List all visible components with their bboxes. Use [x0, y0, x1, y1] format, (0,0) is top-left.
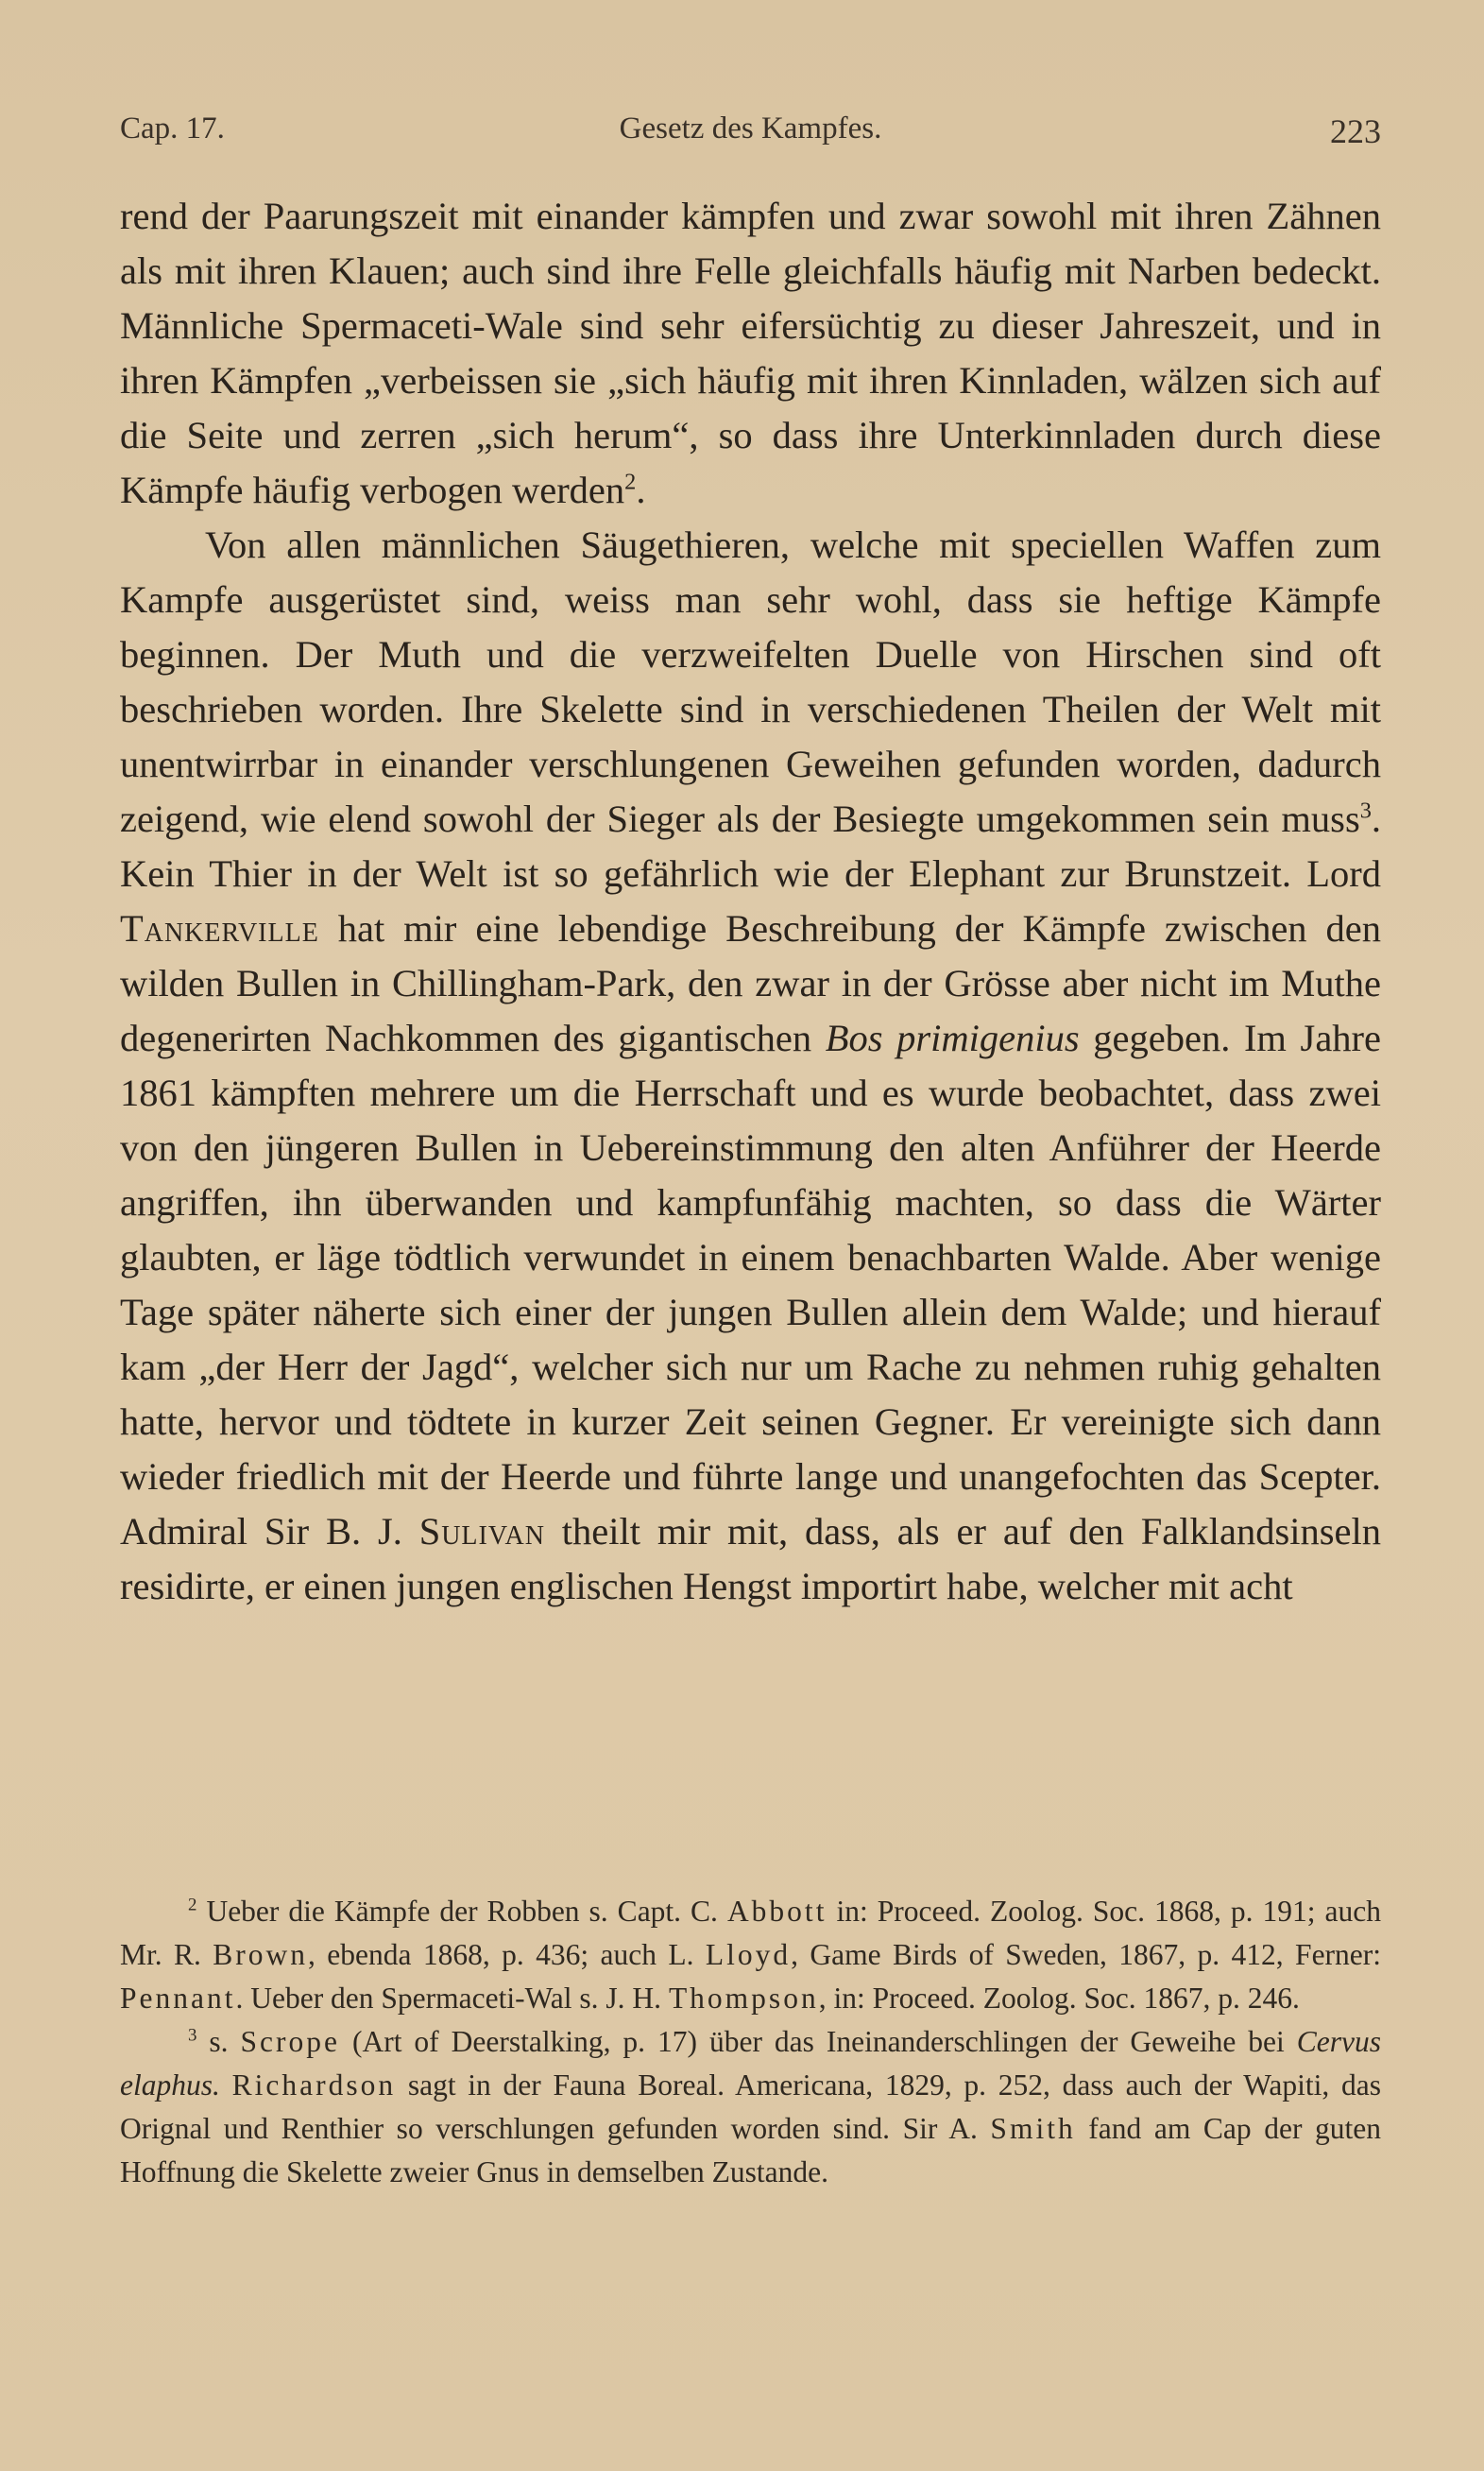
species-bos-primigenius: Bos primigenius	[825, 1017, 1080, 1059]
footnote-3-text-d: fand am Cap der guten Hoffnung die Skelette zweier Gnus in demselben Zustande.	[120, 2112, 1382, 2188]
footnote-ref-3: 3	[1359, 798, 1372, 824]
author-brown: Brown	[213, 1938, 309, 1971]
footnote-2-number: 2	[188, 1895, 197, 1915]
paragraph-2-text-a: Von allen männlichen Säugethieren, welche mit speciellen Waffen zum Kampfe ausgerüstet sind, weiss man sehr wohl, dass sie heftige Kämpfe beginnen. Der Muth und die verzweifelten Duelle von Hirschen sind oft beschrieben worden. Ihre Skelette sind in verschiedenen Theilen der Welt mit unentwirrbar in einander verschlungenen Geweihen gefunden worden, dadurch zeigend, wie elend sowohl der Sieger als der Besiegte umgekommen sein muss	[120, 523, 1381, 840]
paragraph-2-text-e: theilt mir mit, dass, als er auf den Falklandsinseln residirte, er einen jungen englischen Hengst importirt habe, welcher mit acht	[120, 1510, 1381, 1607]
footnote-2-text-c: , ebenda 1868, p. 436; auch L.	[308, 1938, 694, 1971]
footnote-ref-2: 2	[624, 469, 637, 495]
footnote-3-text-b: (Art of Deerstalking, p. 17) über das Ineinanderschlingen der Geweihe bei	[351, 2025, 1285, 2058]
footnotes	[120, 1890, 1381, 2194]
paragraph-2-text-d: gegeben. Im Jahre 1861 kämpften mehrere um die Herrschaft und es wurde beobachtet, dass zwei von den jüngeren Bullen in Uebereinstimmung den alten Anführer der Heerde angriffen, ihn überwanden und kampfunfähig machten, so dass die Wärter glaubten, er läge tödtlich verwundet in einem benachbarten Walde. Aber wenige Tage später näherte sich einer der jungen Bullen allein dem Walde; und hierauf kam „der Herr der Jagd“, welcher sich nur um Rache zu nehmen ruhig gehalten hatte, hervor und tödtete in kurzer Zeit seinen Gegner. Er vereinigte sich dann wieder friedlich mit der Heerde und führte lange und unangefochten das Scepter. Admiral Sir B. J.	[120, 1017, 1382, 1553]
name-sulivan: Sulivan	[418, 1510, 545, 1553]
running-head	[120, 112, 1381, 153]
paragraph-1-text: rend der Paarungszeit mit einander kämpfen und zwar sowohl mit ihren Zähnen als mit ihren Klauen; auch sind ihre Felle gleichfalls häufig mit Narben bedeckt. Männliche Spermaceti-Wale sind sehr eifersüchtig zu dieser Jahreszeit, und in ihren Kämpfen „verbeissen sie „sich häufig mit ihren Kinnladen, wälzen sich auf die Seite und zerren „sich herum“, so dass ihre Unterkinnladen durch diese Kämpfe häufig verbogen werden	[120, 195, 1381, 511]
footnote-3-text-a: s.	[209, 2025, 229, 2058]
page-number: 223	[1330, 112, 1381, 150]
footnote-2	[120, 1890, 1381, 2020]
footnote-2-text-f: , in: Proceed. Zoolog. Soc. 1867, p. 246.	[818, 1982, 1300, 2015]
author-smith: Smith	[990, 2112, 1076, 2145]
footnote-2-text-a: Ueber die Kämpfe der Robben s. Capt. C.	[206, 1895, 718, 1928]
author-richardson: Richardson	[231, 2068, 397, 2102]
author-scrope: Scrope	[240, 2025, 341, 2058]
author-lloyd: Lloyd	[705, 1938, 792, 1971]
paragraph-2-text-b: . Kein Thier in der Welt ist so gefährlich wie der Elephant zur Brunstzeit. Lord	[120, 798, 1381, 895]
paragraph-2	[120, 518, 1381, 1614]
author-thompson: Thompson	[668, 1982, 819, 2015]
footnote-2-text-d: , Game Birds of Sweden, 1867, p. 412, Ferner:	[791, 1938, 1382, 1971]
footnote-3	[120, 2020, 1381, 2194]
paragraph-1	[120, 189, 1381, 518]
species-cervus-elaphus: Cervus elaphus.	[120, 2025, 1382, 2102]
author-abbott: Abbott	[726, 1895, 827, 1928]
footnote-2-text-e: . Ueber den Spermaceti-Wal s. J. H.	[235, 1982, 662, 2015]
footnote-3-text-c: sagt in der Fauna Boreal. Americana, 1829, p. 252, dass auch der Wapiti, das Orignal und Renthier so verschlungen gefunden worden sind. Sir A.	[120, 2068, 1381, 2145]
main-text	[120, 189, 1381, 1614]
footnote-3-number: 3	[188, 2025, 197, 2046]
footnote-2-text-b: in: Proceed. Zoolog. Soc. 1868, p. 191; auch Mr. R.	[120, 1895, 1381, 1971]
name-tankerville: Tankerville	[120, 907, 319, 950]
paragraph-1-end: .	[636, 469, 646, 511]
chapter-label: Cap. 17.	[120, 112, 225, 146]
author-pennant: Pennant	[120, 1982, 236, 2015]
paragraph-2-text-c: hat mir eine lebendige Beschreibung der Kämpfe zwischen den wilden Bullen in Chillingham-Park, den zwar in der Grösse aber nicht im Muthe degenerirten Nachkommen des gigantischen	[120, 907, 1381, 1059]
running-title: Gesetz des Kampfes.	[619, 112, 882, 146]
